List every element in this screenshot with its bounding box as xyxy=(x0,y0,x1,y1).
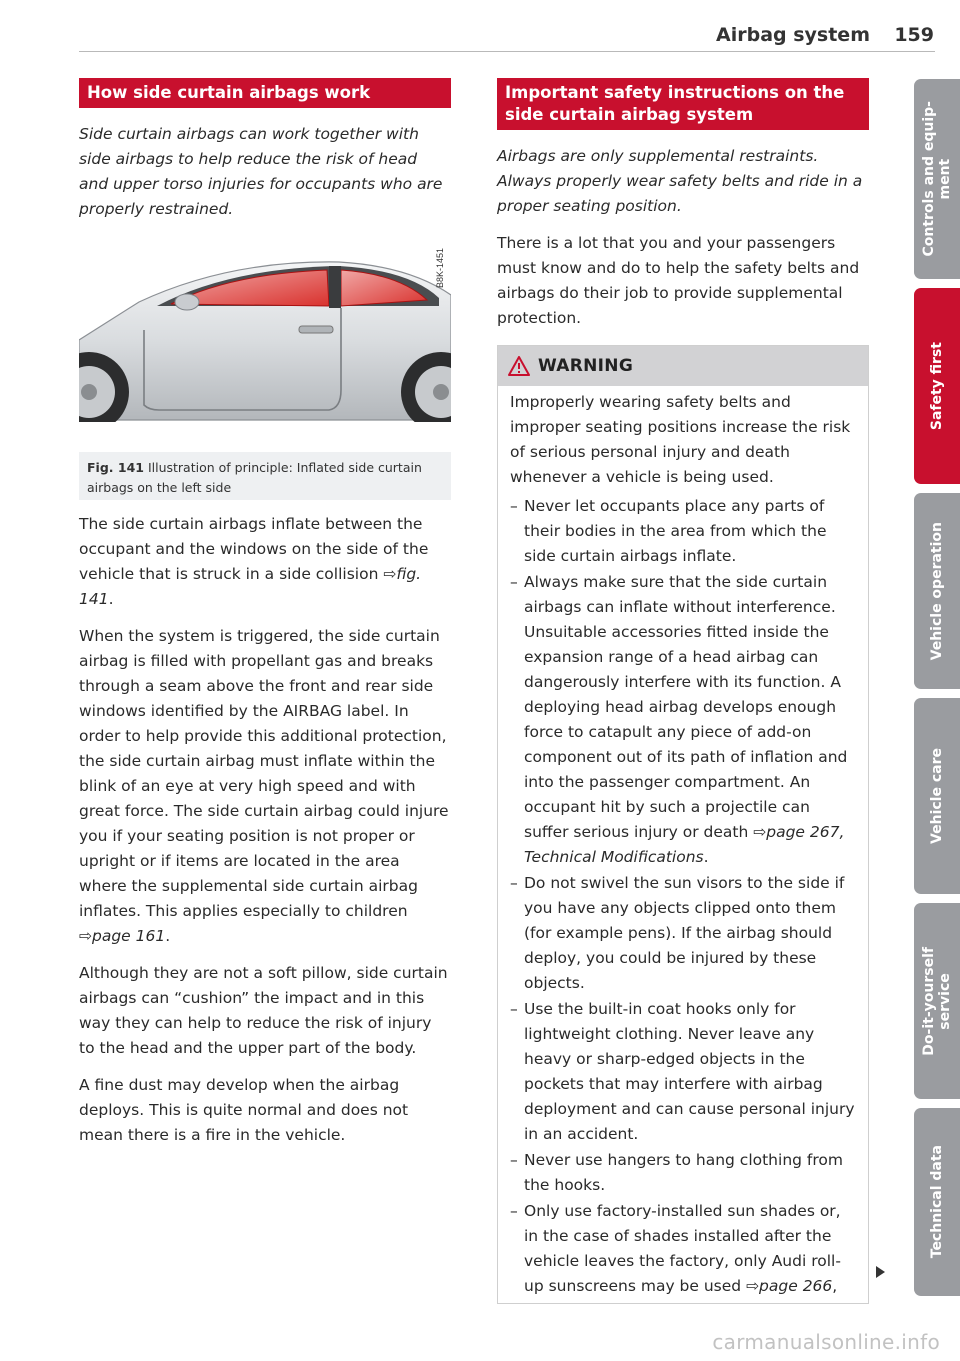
figure-141 xyxy=(79,240,451,500)
tab-do-it-yourself-service[interactable]: Do-it-yourself service xyxy=(914,903,960,1099)
warning-box xyxy=(497,345,869,1304)
warning-body xyxy=(498,386,868,1303)
cross-reference-page-266[interactable]: ⇨page 266 xyxy=(746,1277,833,1295)
section-heading-side-curtain: How side curtain airbags work xyxy=(79,78,451,108)
warning-lead: Improperly wearing safety belts and improper seating positions increase the risk of serious personal injury and death whenever a vehicle is being used. xyxy=(510,393,851,486)
tab-vehicle-operation[interactable]: Vehicle operation xyxy=(914,493,960,689)
tab-controls-and-equipment[interactable]: Controls and equip- ment xyxy=(914,79,960,279)
warning-item: – Do not swivel the sun visors to the side if you have any objects clipped onto them (for example pens). If the airbag should deploy, you could be injured by these objects. xyxy=(510,871,856,996)
figure-caption-label: Fig. 141 xyxy=(87,460,144,475)
paragraph-3: Although they are not a soft pillow, side curtain airbags can “cushion” the impact and in this way they can help to reduce the risk of injury to the head and the upper part of the body. xyxy=(79,964,448,1057)
cross-reference-fig-141[interactable]: ⇨fig. 141 xyxy=(79,565,422,608)
watermark: carmanualsonline.info xyxy=(712,1330,940,1354)
warning-item: – Use the built-in coat hooks only for lightweight clothing. Never leave any heavy or sharp-edged objects in the pockets that may interfere with airbag deployment and can cause personal injury in an accident. xyxy=(510,997,856,1147)
left-column xyxy=(79,78,451,1148)
continued-arrow-icon xyxy=(876,1266,885,1278)
tab-safety-first[interactable]: Safety first xyxy=(914,288,960,484)
header-rule xyxy=(79,51,935,52)
figure-caption-text: Illustration of principle: Inflated side curtain airbags on the left side xyxy=(87,460,422,495)
warning-list xyxy=(510,494,856,1299)
section-intro: Side curtain airbags can work together with side airbags to help reduce the risk of head and upper torso injuries for occupants who are properly restrained. xyxy=(79,125,443,218)
section-heading-safety-instructions: Important safety instructions on the side curtain airbag system xyxy=(497,78,869,130)
cross-reference-page-267[interactable]: ⇨page 267, Technical Modifications xyxy=(524,823,845,866)
figure-caption xyxy=(79,452,451,500)
warning-item: – Never let occupants place any parts of their bodies in the area from which the side curtain airbags inflate. xyxy=(510,494,856,569)
warning-triangle-icon xyxy=(508,356,530,376)
warning-item: – Always make sure that the side curtain airbags can inflate without interference. Unsuitable accessories fitted inside the expansion range of a head airbag can dangerously interfere with its function. A deploying head airbag develops enough force to catapult any piece of add-on component out of its path of inflation and into the passenger compartment. An occupant hit by such a projectile can suffer serious injury or death ⇨page 267, Technical Modifications. xyxy=(510,570,856,870)
figure-code: B8K-1451 xyxy=(435,248,445,289)
warning-item: – Only use factory-installed sun shades or, in the case of shades installed after the vehicle leaves the factory, only Audi roll-up sunscreens may be used ⇨page 266, xyxy=(510,1199,856,1299)
warning-item: – Never use hangers to hang clothing from the hooks. xyxy=(510,1148,856,1198)
warning-header xyxy=(498,346,868,386)
tab-technical-data[interactable]: Technical data xyxy=(914,1108,960,1296)
right-column xyxy=(497,78,869,1304)
car-illustration xyxy=(79,240,451,452)
paragraph-4: A fine dust may develop when the airbag deploys. This is quite normal and does not mean there is a fire in the vehicle. xyxy=(79,1076,409,1144)
tab-vehicle-care[interactable]: Vehicle care xyxy=(914,698,960,894)
paragraph-right-1: There is a lot that you and your passengers must know and do to help the safety belts and airbags do their job to provide supplemental protection. xyxy=(497,234,860,327)
section-intro-right: Airbags are only supplemental restraints. Always properly wear safety belts and ride in a proper seating position. xyxy=(497,147,863,215)
warning-title: WARNING xyxy=(538,356,634,376)
page-number: 159 xyxy=(894,24,934,46)
running-header-title: Airbag system xyxy=(716,24,870,46)
cross-reference-page-161[interactable]: ⇨page 161 xyxy=(79,927,166,945)
paragraph-2: When the system is triggered, the side curtain airbag is filled with propellant gas and breaks through a seam above the front and rear side windows identified by the AIRBAG label. In order to help provide this additional protection, the side curtain airbag must inflate within the blink of an eye at very high speed and with great force. The side curtain airbag could injure you if your seating position is not proper or upright or if items are located in the area where the supplemental side curtain airbag inflates. This applies especially to children ⇨page 161. xyxy=(79,627,449,945)
paragraph-1: The side curtain airbags inflate between the occupant and the windows on the side of the vehicle that is struck in a side collision ⇨fig. 141. xyxy=(79,515,429,608)
